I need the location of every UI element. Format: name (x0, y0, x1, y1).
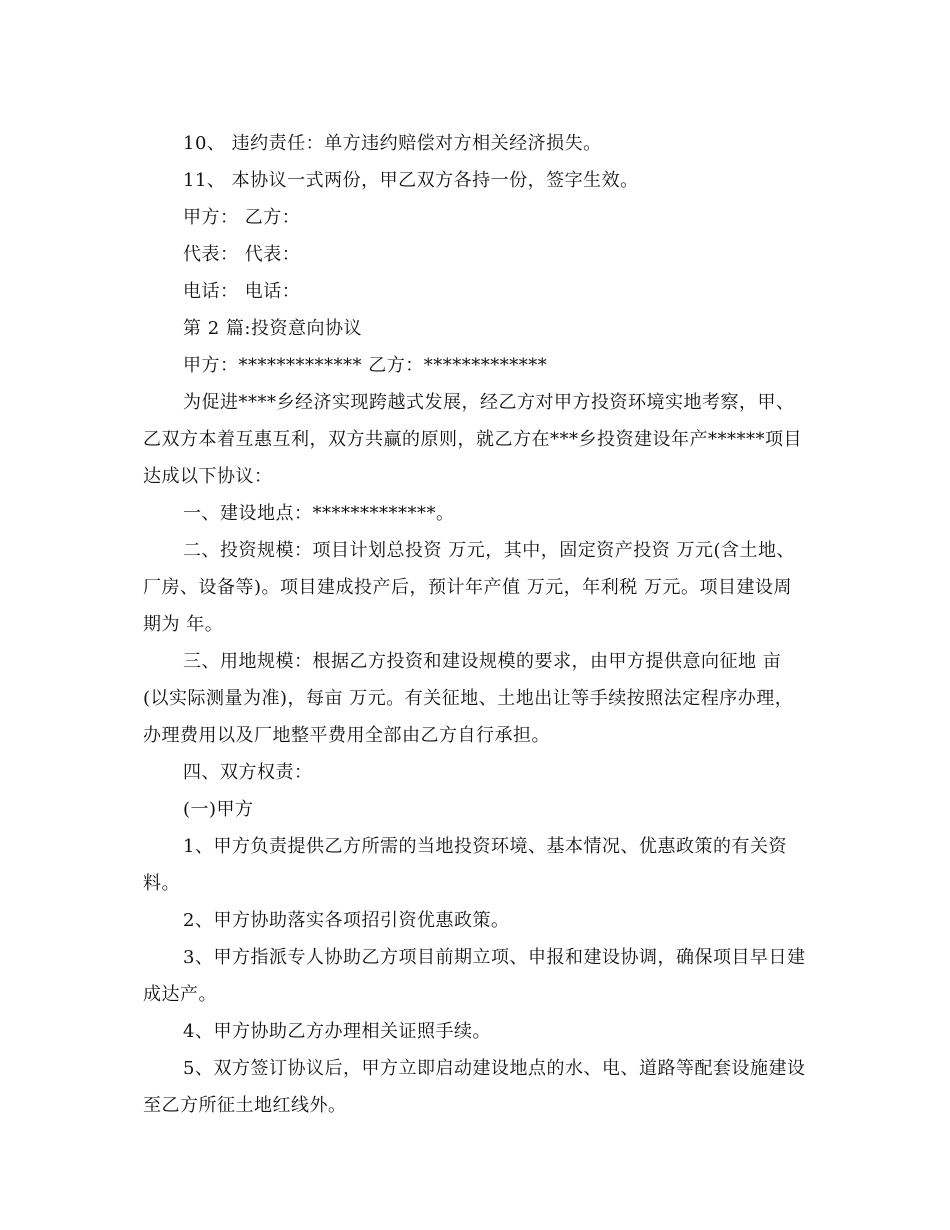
paragraph (143, 236, 811, 273)
text-line: 10、 违约责任：单方违约赔偿对方相关经济损失。 (183, 133, 602, 154)
text-line: 第 2 篇:投资意向协议 (183, 318, 362, 339)
text-line: 三、用地规模：根据乙方投资和建设规模的要求，由甲方提供意向征地 亩 (183, 651, 782, 672)
paragraph (143, 495, 811, 532)
paragraph (143, 347, 811, 384)
text-line: 期为 年。 (143, 614, 224, 635)
paragraph (143, 199, 811, 236)
paragraph (143, 162, 811, 199)
document-body (143, 125, 811, 1124)
text-line: 电话： 电话： (183, 281, 301, 302)
text-line: 办理费用以及厂地整平费用全部由乙方自行承担。 (143, 725, 550, 746)
paragraph (143, 939, 811, 1013)
paragraph (143, 532, 811, 643)
text-line: 至乙方所征土地红线外。 (143, 1095, 347, 1116)
text-line: 料。 (143, 873, 180, 894)
text-line: 成达产。 (143, 984, 217, 1005)
text-line: (一)甲方 (183, 799, 254, 820)
text-line: 3、甲方指派专人协助乙方项目前期立项、申报和建设协调，确保项目早日建 (183, 947, 806, 968)
text-line: 乙双方本着互惠互利，双方共赢的原则，就乙方在***乡投资建设年产******项目 (143, 429, 802, 450)
text-line: 四、双方权责： (183, 762, 313, 783)
paragraph (143, 125, 811, 162)
paragraph (143, 1050, 811, 1124)
paragraph (143, 754, 811, 791)
text-line: 厂房、设备等)。项目建成投产后，预计年产值 万元，年利税 万元。项目建设周 (143, 577, 792, 598)
paragraph (143, 310, 811, 347)
text-line: 达成以下协议： (143, 466, 273, 487)
paragraph (143, 1013, 811, 1050)
text-line: 11、 本协议一式两份，甲乙双方各持一份，签字生效。 (183, 170, 639, 191)
text-line: (以实际测量为准)，每亩 万元。有关征地、土地出让等手续按照法定程序办理， (143, 688, 794, 709)
text-line: 甲方： 乙方： (183, 207, 301, 228)
text-line: 为促进****乡经济实现跨越式发展，经乙方对甲方投资环境实地考察，甲、 (183, 392, 795, 413)
text-line: 4、甲方协助乙方办理相关证照手续。 (183, 1021, 491, 1042)
paragraph (143, 273, 811, 310)
paragraph (143, 902, 811, 939)
paragraph (143, 643, 811, 754)
text-line: 二、投资规模：项目计划总投资 万元，其中，固定资产投资 万元(含土地、 (183, 540, 795, 561)
paragraph (143, 384, 811, 495)
text-line: 代表： 代表： (183, 244, 301, 265)
text-line: 5、双方签订协议后，甲方立即启动建设地点的水、电、道路等配套设施建设 (183, 1058, 806, 1079)
text-line: 甲方：************* 乙方：************* (183, 355, 548, 376)
text-line: 2、甲方协助落实各项招引资优惠政策。 (183, 910, 510, 931)
paragraph (143, 828, 811, 902)
text-line: 一、建设地点：*************。 (183, 503, 455, 524)
paragraph (143, 791, 811, 828)
text-line: 1、甲方负责提供乙方所需的当地投资环境、基本情况、优惠政策的有关资 (183, 836, 787, 857)
